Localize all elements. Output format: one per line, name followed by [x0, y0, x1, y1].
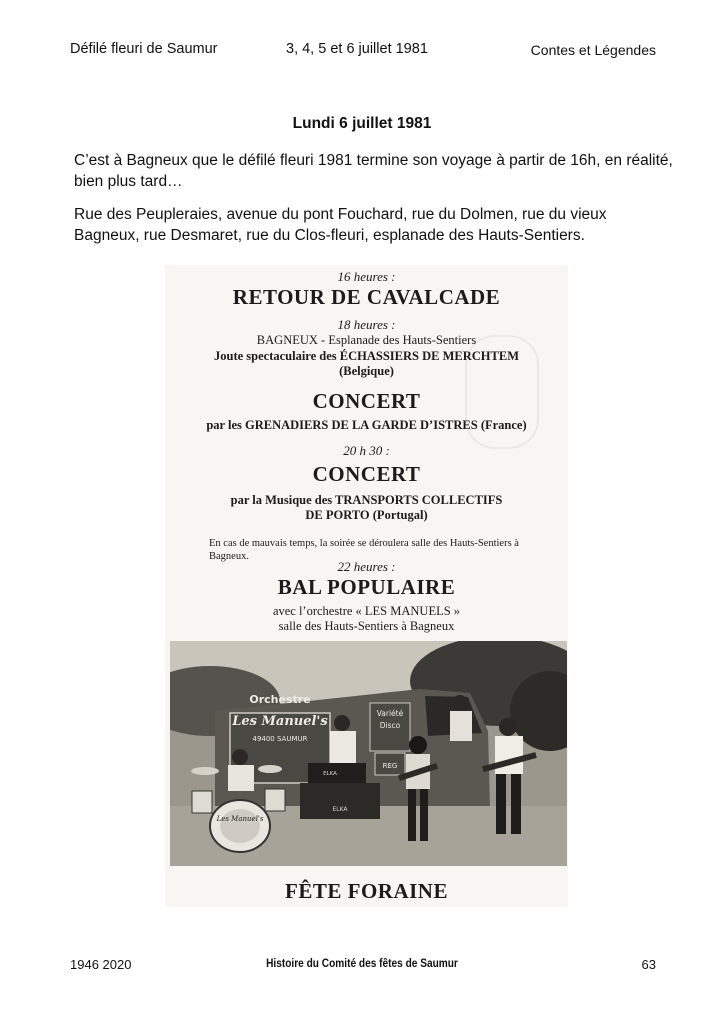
- header-right: Contes et Légendes: [530, 42, 656, 58]
- date-title: Lundi 6 juillet 1981: [292, 115, 432, 132]
- echassiers-line: Joute spectaculaire des ÉCHASSIERS DE MERCHTEM: [214, 349, 519, 363]
- van-text-variete: Variété: [376, 709, 404, 718]
- band-photo-drawing: [170, 641, 567, 866]
- drum-label: Les Manuel's: [216, 815, 264, 823]
- van-text-city: 49400 SAUMUR: [252, 735, 308, 743]
- header-center: 3, 4, 5 et 6 juillet 1981: [286, 41, 428, 57]
- van-text-reg: REG: [382, 762, 398, 770]
- footer-left: 1946 2020: [70, 957, 132, 972]
- concert-heading-2: CONCERT: [312, 462, 421, 486]
- amp-label-2: ELKA: [332, 806, 348, 813]
- bal-populaire-heading: BAL POPULAIRE: [277, 575, 456, 599]
- grenadiers-line: par les GRENADIERS DE LA GARDE D’ISTRES (France): [206, 418, 527, 432]
- van-text-orchestre: Orchestre: [249, 693, 311, 706]
- time-20h30: 20 h 30 :: [343, 443, 390, 458]
- time-16h: 16 heures :: [337, 269, 396, 284]
- concert-heading-1: CONCERT: [312, 389, 421, 413]
- band-photo: [170, 641, 567, 866]
- retour-cavalcade-heading: RETOUR DE CAVALCADE: [232, 285, 501, 309]
- route-paragraph: Rue des Peupleraies, avenue du pont Fouchard, rue du Dolmen, rue du vieux Bagneux, rue Desmaret, rue du Clos-fleuri, esplanade des Hauts-Sentiers.: [74, 206, 607, 244]
- page-number: 63: [641, 957, 656, 972]
- intro-paragraph: C’est à Bagneux que le défilé fleuri 1981 termine son voyage à partir de 16h, en réalité, bien plus tard…: [74, 152, 673, 190]
- porto-line-1: par la Musique des TRANSPORTS COLLECTIFS: [230, 493, 503, 507]
- time-22h: 22 heures :: [337, 559, 396, 574]
- weather-note-2: Bagneux.: [209, 551, 249, 562]
- time-18h: 18 heures :: [337, 317, 396, 332]
- porto-line-2: DE PORTO (Portugal): [305, 508, 428, 522]
- fete-foraine-heading: FÊTE FORAINE: [285, 879, 448, 903]
- amp-label-1: ELKA: [323, 771, 337, 777]
- weather-note-1: En cas de mauvais temps, la soirée se déroulera salle des Hauts-Sentiers à: [209, 538, 519, 549]
- van-text-disco: Disco: [379, 721, 401, 730]
- van-text-name: Les Manuel's: [232, 714, 328, 729]
- belgique-line: (Belgique): [339, 364, 394, 378]
- program-poster: [165, 265, 568, 907]
- bagneux-location: BAGNEUX - Esplanade des Hauts-Sentiers: [256, 333, 477, 347]
- header-left: Défilé fleuri de Saumur: [70, 41, 218, 57]
- footer-center: Histoire du Comité des fêtes de Saumur: [266, 958, 458, 970]
- orchestre-line: avec l’orchestre « LES MANUELS »: [272, 604, 461, 618]
- salle-line: salle des Hauts-Sentiers à Bagneux: [278, 619, 455, 633]
